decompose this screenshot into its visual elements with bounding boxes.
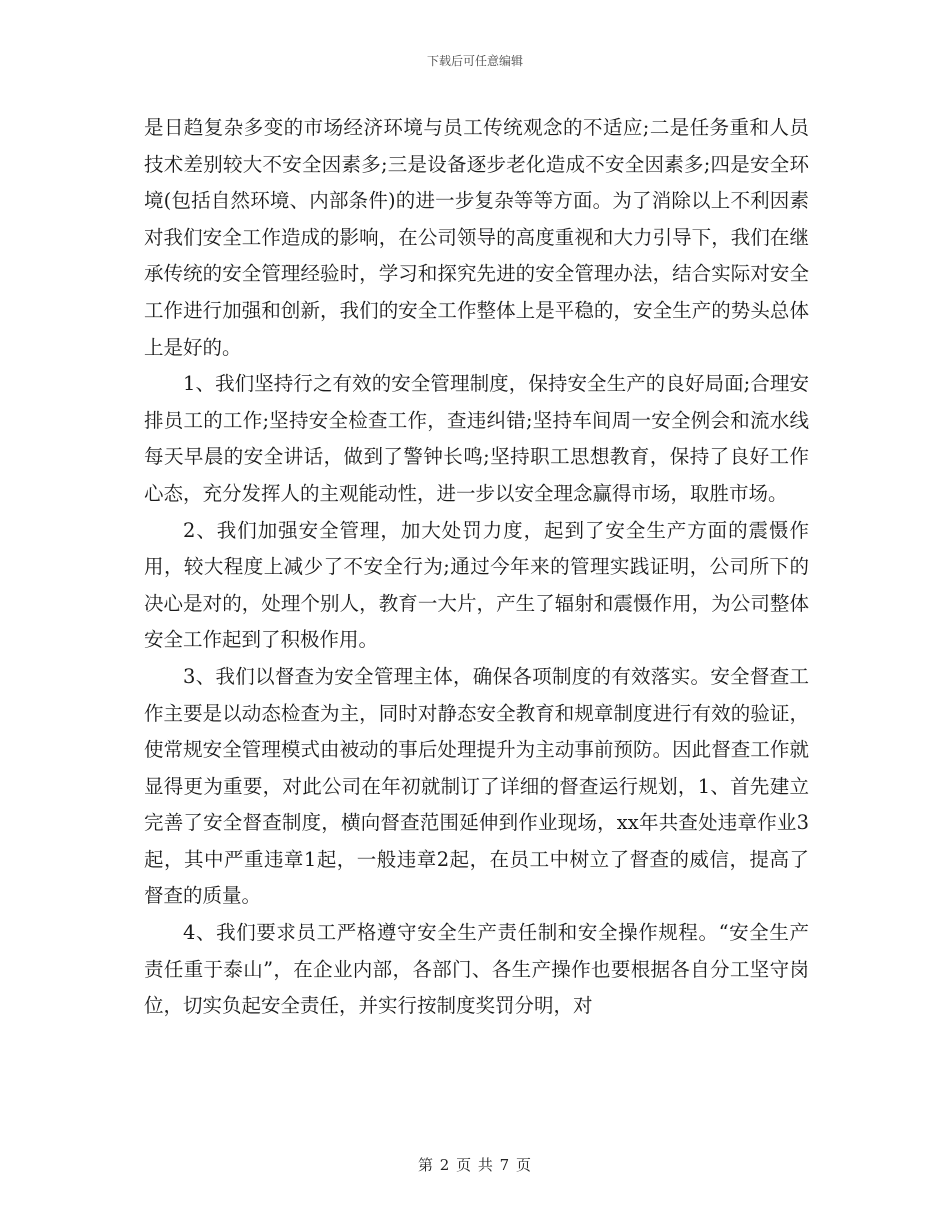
page-footer: 第 2 页 共 7 页 — [418, 1156, 532, 1174]
paragraph-item-4: 4、我们要求员工严格遵守安全生产责任制和安全操作规程。“安全生产责任重于泰山”，在企业内部，各部门、各生产操作也要根据各自分工坚守岗位，切实负起安全责任，并实行按制度奖罚分明，对 — [144, 921, 809, 1018]
paragraph-item-2: 2、我们加强安全管理，加大处罚力度，起到了安全生产方面的震慑作用，较大程度上减少了不安全行为;通过今年来的管理实践证明，公司所下的决心是对的，处理个别人，教育一大片，产生了辐射和震慑作用，为公司整体安全工作起到了积极作用。 — [144, 518, 809, 652]
paragraph-item-1: 1、我们坚持行之有效的安全管理制度，保持安全生产的良好局面;合理安排员工的工作;坚持安全检查工作，查违纠错;坚持车间周一安全例会和流水线每天早晨的安全讲话，做到了警钟长鸣;坚持职工思想教育，保持了良好工作心态，充分发挥人的主观能动性，进一步以安全理念赢得市场，取胜市场。 — [144, 372, 809, 505]
document-body — [144, 110, 809, 1025]
paragraph-item-3: 3、我们以督查为安全管理主体，确保各项制度的有效落实。安全督查工作主要是以动态检查为主，同时对静态安全教育和规章制度进行有效的验证，使常规安全管理模式由被动的事后处理提升为主动事前预防。因此督查工作就显得更为重要，对此公司在年初就制订了详细的督查运行规划，1、首先建立完善了安全督查制度，横向督查范围延伸到作业现场，xx年共查处违章作业3起，其中严重违章1起，一般违章2起，在员工中树立了督查的威信，提高了督查的质量。 — [144, 664, 809, 908]
page-header: 下载后可任意编辑 — [426, 54, 523, 68]
paragraph-continuation: 是日趋复杂多变的市场经济环境与员工传统观念的不适应;二是任务重和人员技术差别较大不安全因素多;三是设备逐步老化造成不安全因素多;四是安全环境(包括自然环境、内部条件)的进一步复杂等等方面。为了消除以上不利因素对我们安全工作造成的影响，在公司领导的高度重视和大力引导下，我们在继承传统的安全管理经验时，学习和探究先进的安全管理办法，结合实际对安全工作进行加强和创新，我们的安全工作整体上是平稳的，安全生产的势头总体上是好的。 — [144, 116, 809, 359]
